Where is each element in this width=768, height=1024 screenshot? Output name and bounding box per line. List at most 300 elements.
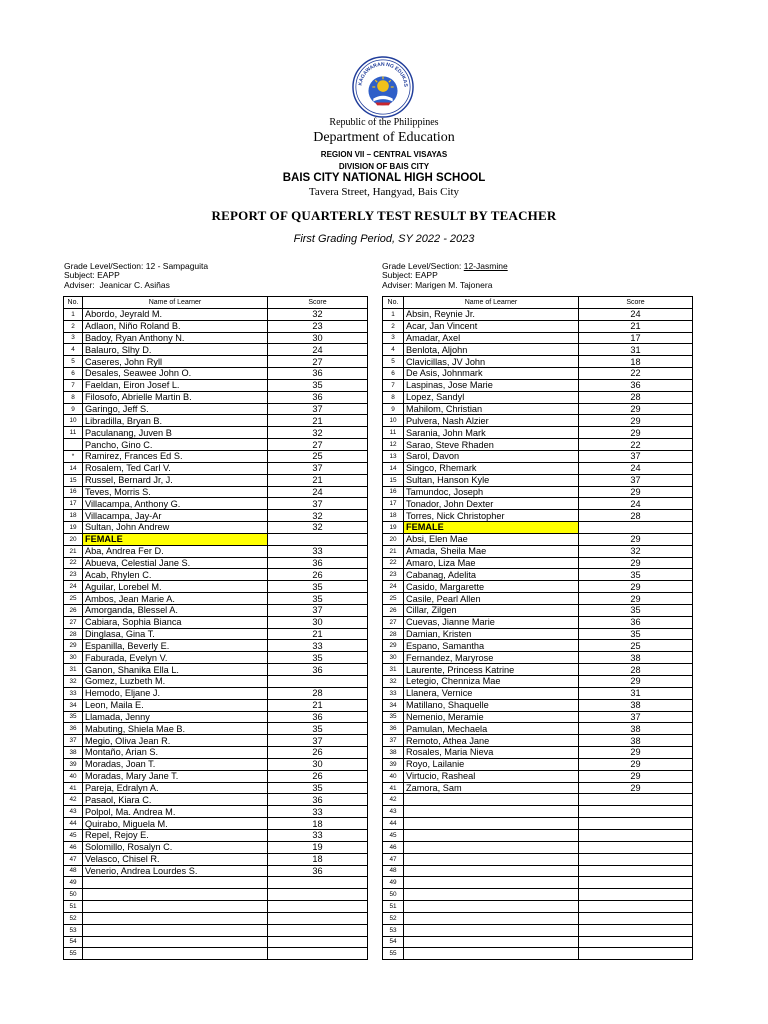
learner-name — [404, 794, 579, 806]
column-header-score: Score — [268, 297, 368, 309]
table-row — [383, 865, 693, 877]
column-header-name: Name of Learner — [404, 297, 579, 309]
table-row — [383, 758, 693, 770]
row-number: 52 — [383, 912, 404, 924]
table-row — [64, 498, 368, 510]
learner-score: 29 — [579, 533, 693, 545]
school-name: BAIS CITY NATIONAL HIGH SCHOOL — [282, 172, 486, 184]
learner-score: 36 — [579, 379, 693, 391]
learner-name — [83, 877, 268, 889]
republic-heading: Republic of the Philippines — [329, 117, 439, 128]
learner-score: 37 — [268, 604, 368, 616]
adviser-label: Adviser: — [382, 279, 413, 290]
row-number: 22 — [64, 557, 83, 569]
subject-value: EAPP — [415, 270, 438, 281]
learner-score: 24 — [268, 344, 368, 356]
learner-score: 24 — [579, 462, 693, 474]
table-row — [383, 841, 693, 853]
learner-score: 36 — [268, 711, 368, 723]
learner-score: 35 — [268, 581, 368, 593]
learner-name: Fernandez, Maryrose — [404, 652, 579, 664]
learner-name: Villacampa, Anthony G. — [83, 498, 268, 510]
row-number: 32 — [64, 676, 83, 688]
table-row — [383, 948, 693, 960]
school-address: Tavera Street, Hangyad, Bais City — [308, 186, 460, 198]
row-number: 3 — [383, 332, 404, 344]
learner-name: Mahilom, Christian — [404, 403, 579, 415]
row-number: 31 — [64, 664, 83, 676]
row-number: 55 — [383, 948, 404, 960]
learner-score: 37 — [268, 403, 368, 415]
learner-score: 28 — [579, 391, 693, 403]
learner-score: 21 — [268, 474, 368, 486]
learner-score: 37 — [579, 450, 693, 462]
table-row — [64, 510, 368, 522]
learner-name: Acab, Rhylen C. — [83, 569, 268, 581]
row-number: 30 — [383, 652, 404, 664]
row-number: 49 — [64, 877, 83, 889]
row-number: 32 — [383, 676, 404, 688]
learner-score — [579, 877, 693, 889]
table-row — [383, 368, 693, 380]
table-row — [383, 877, 693, 889]
table-row — [383, 593, 693, 605]
row-number: 10 — [383, 415, 404, 427]
learner-score: 32 — [579, 545, 693, 557]
table-row — [383, 912, 693, 924]
row-number: 48 — [383, 865, 404, 877]
learner-score: 18 — [268, 853, 368, 865]
row-number: 38 — [64, 747, 83, 759]
row-number: 43 — [64, 806, 83, 818]
row-number: 34 — [64, 699, 83, 711]
learner-name — [404, 829, 579, 841]
learner-score: 17 — [579, 332, 693, 344]
table-row — [383, 901, 693, 913]
table-row — [64, 320, 368, 332]
learner-score: 30 — [268, 616, 368, 628]
learner-score: 25 — [268, 450, 368, 462]
learner-score: 29 — [579, 770, 693, 782]
division-heading: DIVISION OF BAIS CITY — [338, 162, 430, 171]
table-row — [383, 308, 693, 320]
learner-score: 36 — [268, 368, 368, 380]
table-row — [64, 758, 368, 770]
table-row — [383, 782, 693, 794]
table-row — [383, 356, 693, 368]
learner-score — [579, 818, 693, 830]
table-row — [64, 474, 368, 486]
learner-name: Espano, Samantha — [404, 640, 579, 652]
learner-score: 30 — [268, 758, 368, 770]
table-row — [64, 853, 368, 865]
table-row — [383, 450, 693, 462]
learner-score — [579, 794, 693, 806]
table-row — [64, 403, 368, 415]
learner-name — [83, 936, 268, 948]
table-row — [64, 616, 368, 628]
learner-score: 24 — [268, 486, 368, 498]
row-number: 1 — [64, 308, 83, 320]
row-number: 44 — [64, 818, 83, 830]
learner-name: Singco, Rhemark — [404, 462, 579, 474]
table-row — [64, 486, 368, 498]
table-row — [64, 794, 368, 806]
row-number: 41 — [383, 782, 404, 794]
learner-score — [579, 841, 693, 853]
adviser-label: Adviser: — [64, 279, 95, 290]
learner-score: 27 — [268, 356, 368, 368]
adviser-value: Marigen M. Tajonera — [415, 279, 493, 290]
row-number: 14 — [64, 462, 83, 474]
learner-name: Filosofo, Abrielle Martin B. — [83, 391, 268, 403]
learner-score: 26 — [268, 747, 368, 759]
row-number: 44 — [383, 818, 404, 830]
learner-name: Rosales, Maria Nieva — [404, 747, 579, 759]
table-row — [383, 711, 693, 723]
learner-name: Faeldan, Eiron Josef L. — [83, 379, 268, 391]
section-info-right — [382, 262, 508, 290]
learner-name: FEMALE — [404, 522, 579, 534]
row-number: 7 — [64, 379, 83, 391]
row-number: 18 — [383, 510, 404, 522]
learner-score: 36 — [268, 794, 368, 806]
column-header-no: No. — [383, 297, 404, 309]
row-number: 45 — [383, 829, 404, 841]
learner-score: 33 — [268, 640, 368, 652]
learner-score: 35 — [268, 723, 368, 735]
table-row — [64, 735, 368, 747]
table-row — [383, 616, 693, 628]
row-number: 22 — [383, 557, 404, 569]
row-number: 13 — [383, 450, 404, 462]
learner-name — [404, 841, 579, 853]
learner-name: Solomillo, Rosalyn C. — [83, 841, 268, 853]
learner-score: 23 — [268, 320, 368, 332]
learner-name: Faburada, Evelyn V. — [83, 652, 268, 664]
learner-name: Teves, Morris S. — [83, 486, 268, 498]
table-row — [64, 782, 368, 794]
learner-score: 31 — [579, 344, 693, 356]
learner-name: Amada, Sheila Mae — [404, 545, 579, 557]
learner-name — [404, 853, 579, 865]
row-number: 5 — [383, 356, 404, 368]
learner-name: Aba, Andrea Fer D. — [83, 545, 268, 557]
learner-score: 29 — [579, 676, 693, 688]
column-header-name: Name of Learner — [83, 297, 268, 309]
learner-name: Ambos, Jean Marie A. — [83, 593, 268, 605]
learner-name: Ganon, Shanika Ella L. — [83, 664, 268, 676]
learner-name: Libradilla, Bryan B. — [83, 415, 268, 427]
learner-score: 36 — [268, 557, 368, 569]
table-row — [64, 462, 368, 474]
learner-name: Cuevas, Jianne Marie — [404, 616, 579, 628]
row-number: 19 — [64, 522, 83, 534]
table-row — [383, 533, 693, 545]
table-row — [64, 829, 368, 841]
row-number: 33 — [383, 687, 404, 699]
row-number: 12 — [383, 439, 404, 451]
row-number: 35 — [383, 711, 404, 723]
table-row — [383, 735, 693, 747]
learner-name: Clavicillas, JV John — [404, 356, 579, 368]
table-row — [383, 676, 693, 688]
learner-score — [268, 889, 368, 901]
row-number: 29 — [64, 640, 83, 652]
learner-score — [579, 522, 693, 534]
learner-score: 36 — [268, 664, 368, 676]
table-row — [64, 545, 368, 557]
learner-name: Sultan, Hanson Kyle — [404, 474, 579, 486]
row-number: 20 — [383, 533, 404, 545]
row-number: 35 — [64, 711, 83, 723]
subject-value: EAPP — [97, 270, 120, 281]
row-number: 16 — [383, 486, 404, 498]
learner-score: 38 — [579, 699, 693, 711]
learner-name: Venerio, Andrea Lourdes S. — [83, 865, 268, 877]
grade-level-value: 12 - Sampaguita — [145, 261, 209, 271]
learner-score: 26 — [268, 569, 368, 581]
table-row — [383, 640, 693, 652]
table-row — [64, 687, 368, 699]
row-number: 24 — [383, 581, 404, 593]
table-row — [383, 936, 693, 948]
table-row — [383, 320, 693, 332]
learner-score: 28 — [579, 510, 693, 522]
learner-name: Absi, Elen Mae — [404, 533, 579, 545]
learner-name: Megio, Oliva Jean R. — [83, 735, 268, 747]
row-number: 18 — [64, 510, 83, 522]
row-number: 19 — [383, 522, 404, 534]
table-row — [383, 332, 693, 344]
learner-score: 29 — [579, 758, 693, 770]
subject-label: Subject: — [382, 270, 413, 281]
row-number: 11 — [64, 427, 83, 439]
learner-name: Sarao, Steve Rhaden — [404, 439, 579, 451]
learner-score: 37 — [268, 498, 368, 510]
table-row — [383, 604, 693, 616]
row-number: 31 — [383, 664, 404, 676]
learner-score: 28 — [268, 687, 368, 699]
learner-name: Pulvera, Nash Alzier — [404, 415, 579, 427]
table-row — [383, 699, 693, 711]
row-number: 15 — [383, 474, 404, 486]
table-row — [64, 427, 368, 439]
learner-name: Laspinas, Jose Marie — [404, 379, 579, 391]
learner-score: 37 — [579, 474, 693, 486]
row-number: 16 — [64, 486, 83, 498]
learner-score: 37 — [579, 711, 693, 723]
table-row — [64, 770, 368, 782]
learner-score: 29 — [579, 747, 693, 759]
learner-name: Pareja, Edralyn A. — [83, 782, 268, 794]
learner-name: Leon, Maila E. — [83, 699, 268, 711]
table-row — [64, 640, 368, 652]
column-header-score: Score — [579, 297, 693, 309]
learner-name: Torres, Nick Christopher — [404, 510, 579, 522]
table-row — [64, 450, 368, 462]
table-row — [64, 924, 368, 936]
learner-name — [83, 901, 268, 913]
learner-name: Benlota, Aljohn — [404, 344, 579, 356]
learner-name: Repel, Rejoy E. — [83, 829, 268, 841]
learner-score — [579, 924, 693, 936]
adviser-line — [64, 281, 208, 290]
subject-label: Subject: — [64, 270, 95, 281]
learner-score: 35 — [268, 782, 368, 794]
learner-name: Zamora, Sam — [404, 782, 579, 794]
learner-score: 18 — [579, 356, 693, 368]
table-row — [64, 379, 368, 391]
row-number: 55 — [64, 948, 83, 960]
table-row — [64, 368, 368, 380]
roster-table-sampaguita — [63, 296, 368, 960]
learner-score — [579, 853, 693, 865]
table-row — [383, 462, 693, 474]
table-row — [383, 770, 693, 782]
row-number: 53 — [64, 924, 83, 936]
roster-table-jasmine — [382, 296, 693, 960]
row-number: 52 — [64, 912, 83, 924]
learner-score: 29 — [579, 415, 693, 427]
table-row — [64, 557, 368, 569]
row-number: 17 — [383, 498, 404, 510]
learner-score — [268, 912, 368, 924]
learner-score: 26 — [268, 770, 368, 782]
learner-name: Casile, Pearl Allen — [404, 593, 579, 605]
table-row — [64, 841, 368, 853]
table-row — [64, 628, 368, 640]
row-number: 36 — [64, 723, 83, 735]
table-row — [383, 924, 693, 936]
learner-name: Damian, Kristen — [404, 628, 579, 640]
learner-name: Rosalem, Ted Carl V. — [83, 462, 268, 474]
learner-name: Velasco, Chisel R. — [83, 853, 268, 865]
learner-score: 18 — [268, 818, 368, 830]
learner-name: Cabiara, Sophia Bianca — [83, 616, 268, 628]
learner-score: 33 — [268, 806, 368, 818]
table-row — [64, 569, 368, 581]
row-number: 6 — [383, 368, 404, 380]
learner-name: Amadar, Axel — [404, 332, 579, 344]
row-number: 49 — [383, 877, 404, 889]
row-number: 2 — [64, 320, 83, 332]
row-number: 34 — [383, 699, 404, 711]
learner-score: 37 — [268, 462, 368, 474]
table-row — [64, 308, 368, 320]
learner-name: Sarol, Davon — [404, 450, 579, 462]
row-number: 25 — [64, 593, 83, 605]
row-number: 54 — [64, 936, 83, 948]
table-row — [383, 545, 693, 557]
learner-name — [404, 889, 579, 901]
learner-name: Abueva, Celestial Jane S. — [83, 557, 268, 569]
row-number: 29 — [383, 640, 404, 652]
table-row — [64, 889, 368, 901]
table-row — [64, 676, 368, 688]
learner-score: 29 — [579, 403, 693, 415]
report-title: REPORT OF QUARTERLY TEST RESULT BY TEACHER — [211, 208, 557, 223]
learner-score: 38 — [579, 735, 693, 747]
learner-name: Balauro, Slhy D. — [83, 344, 268, 356]
row-number: 2 — [383, 320, 404, 332]
table-row — [383, 510, 693, 522]
learner-score — [268, 533, 368, 545]
row-number: 9 — [64, 403, 83, 415]
table-row — [64, 747, 368, 759]
row-number: 40 — [383, 770, 404, 782]
table-row — [383, 889, 693, 901]
table-row — [64, 344, 368, 356]
row-number: 47 — [383, 853, 404, 865]
table-row — [64, 901, 368, 913]
learner-name: Cabanag, Adelita — [404, 569, 579, 581]
row-number: 51 — [383, 901, 404, 913]
learner-name: Royo, Lailanie — [404, 758, 579, 770]
row-number: 3 — [64, 332, 83, 344]
table-row — [64, 865, 368, 877]
learner-name — [404, 865, 579, 877]
table-row — [383, 391, 693, 403]
learner-name: Polpol, Ma. Andrea M. — [83, 806, 268, 818]
learner-score: 24 — [579, 308, 693, 320]
table-row — [383, 853, 693, 865]
learner-name: Amorganda, Blessel A. — [83, 604, 268, 616]
row-number: 7 — [383, 379, 404, 391]
table-row — [383, 818, 693, 830]
table-header-row — [383, 297, 693, 309]
row-number: 20 — [64, 533, 83, 545]
learner-score: 31 — [579, 687, 693, 699]
table-row — [383, 415, 693, 427]
row-number: 39 — [383, 758, 404, 770]
learner-score: 32 — [268, 522, 368, 534]
table-row — [64, 604, 368, 616]
table-row — [383, 379, 693, 391]
learner-name: Gomez, Luzbeth M. — [83, 676, 268, 688]
row-number: 42 — [64, 794, 83, 806]
learner-score: 24 — [579, 498, 693, 510]
row-number: 37 — [64, 735, 83, 747]
learner-name — [404, 936, 579, 948]
learner-name: Desales, Seawee John O. — [83, 368, 268, 380]
column-header-no: No. — [64, 297, 83, 309]
learner-name — [404, 924, 579, 936]
row-number: 8 — [64, 391, 83, 403]
table-row — [64, 699, 368, 711]
learner-name: Mabuting, Shiela Mae B. — [83, 723, 268, 735]
learner-score: 35 — [268, 593, 368, 605]
learner-name: Sarania, John Mark — [404, 427, 579, 439]
row-number: 14 — [383, 462, 404, 474]
table-row — [383, 723, 693, 735]
table-row — [64, 439, 368, 451]
row-number: 33 — [64, 687, 83, 699]
table-row — [383, 474, 693, 486]
learner-name: Sultan, John Andrew — [83, 522, 268, 534]
table-row — [383, 652, 693, 664]
learner-name: Matillano, Shaquelle — [404, 699, 579, 711]
learner-name: Abordo, Jeyrald M. — [83, 308, 268, 320]
table-row — [383, 664, 693, 676]
row-number: 36 — [383, 723, 404, 735]
learner-score — [268, 948, 368, 960]
row-number: 45 — [64, 829, 83, 841]
learner-name — [404, 901, 579, 913]
row-number: 21 — [64, 545, 83, 557]
table-row — [383, 498, 693, 510]
learner-name: Pancho, Gino C. — [83, 439, 268, 451]
